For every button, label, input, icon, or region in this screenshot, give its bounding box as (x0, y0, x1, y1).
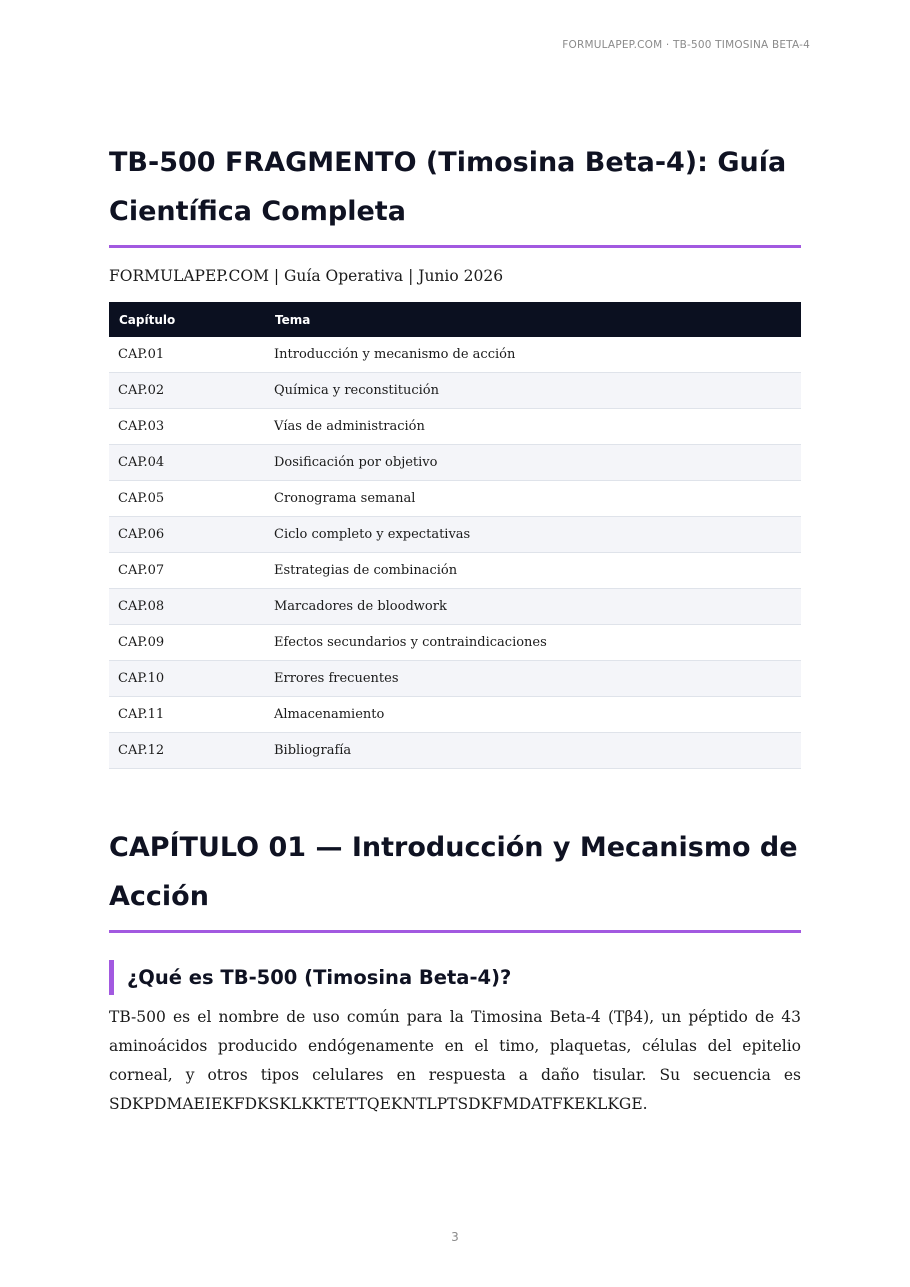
table-row (109, 625, 801, 661)
toc-chapter-code: CAP.12 (109, 733, 265, 769)
table-row (109, 373, 801, 409)
toc-topic: Dosificación por objetivo (265, 445, 801, 481)
toc-chapter-code: CAP.01 (109, 337, 265, 373)
toc-chapter-code: CAP.11 (109, 697, 265, 733)
toc-chapter-code: CAP.08 (109, 589, 265, 625)
section-paragraph: TB-500 es el nombre de uso común para la Timosina Beta-4 (Tβ4), un péptido de 43 aminoácidos producido endógenamente en el timo, plaquetas, células del epitelio corneal, y otros tipos celulares en respuesta a daño tisular. Su secuencia es SDKPDMAEIEKFDKSKLKKTETTQEKNTLPTSDKFMDATFKEKLKGE. (109, 1008, 801, 1113)
table-row (109, 661, 801, 697)
toc-chapter-code: CAP.03 (109, 409, 265, 445)
section-heading: ¿Qué es TB-500 (Timosina Beta-4)? (109, 960, 801, 995)
table-row (109, 517, 801, 553)
table-row (109, 733, 801, 769)
toc-topic: Estrategias de combinación (265, 553, 801, 589)
toc-chapter-code: CAP.06 (109, 517, 265, 553)
document-meta: FORMULAPEP.COM | Guía Operativa | Junio 2026 (109, 267, 504, 285)
table-row (109, 553, 801, 589)
toc-table (109, 302, 801, 769)
toc-topic: Efectos secundarios y contraindicaciones (265, 625, 801, 661)
toc-chapter-code: CAP.05 (109, 481, 265, 517)
toc-topic: Ciclo completo y expectativas (265, 517, 801, 553)
table-row (109, 409, 801, 445)
table-row (109, 697, 801, 733)
toc-chapter-code: CAP.07 (109, 553, 265, 589)
toc-topic: Introducción y mecanismo de acción (265, 337, 801, 373)
running-header: FORMULAPEP.COM · TB-500 TIMOSINA BETA-4 (562, 39, 810, 51)
toc-topic: Marcadores de bloodwork (265, 589, 801, 625)
toc-topic: Vías de administración (265, 409, 801, 445)
toc-topic: Cronograma semanal (265, 481, 801, 517)
table-row (109, 337, 801, 373)
table-row (109, 481, 801, 517)
toc-topic: Química y reconstitución (265, 373, 801, 409)
document-title: TB-500 FRAGMENTO (Timosina Beta-4): Guía Científica Completa (109, 138, 801, 248)
toc-topic: Bibliografía (265, 733, 801, 769)
toc-chapter-code: CAP.02 (109, 373, 265, 409)
toc-chapter-code: CAP.04 (109, 445, 265, 481)
table-row (109, 589, 801, 625)
table-row (109, 445, 801, 481)
toc-topic: Almacenamiento (265, 697, 801, 733)
page-number: 3 (451, 1230, 459, 1244)
page-content (109, 138, 801, 1119)
toc-header-row (109, 302, 801, 337)
toc-topic: Errores frecuentes (265, 661, 801, 697)
toc-chapter-code: CAP.09 (109, 625, 265, 661)
toc-header-topic: Tema (265, 302, 801, 337)
chapter-title: CAPÍTULO 01 — Introducción y Mecanismo de Acción (109, 823, 801, 933)
toc-chapter-code: CAP.10 (109, 661, 265, 697)
toc-header-chapter: Capítulo (109, 302, 265, 337)
